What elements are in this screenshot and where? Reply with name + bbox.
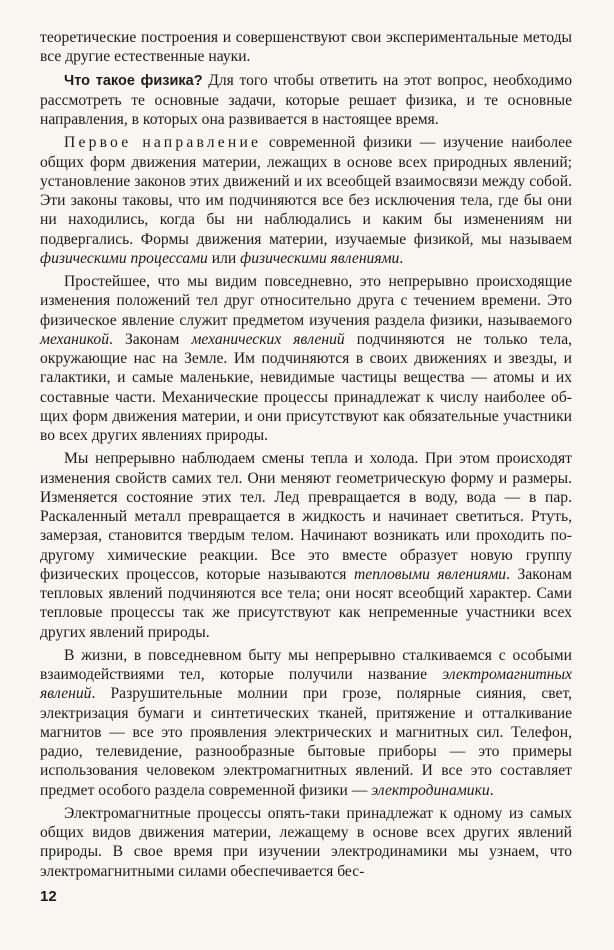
italic-term: электродинамики xyxy=(371,781,490,799)
paragraph-what-is-physics xyxy=(40,71,572,130)
paragraph-text: . xyxy=(399,249,404,267)
paragraph-text: современной физики — изучение наиболее общих форм движения материи, лежащих в основе всех природных явлений; установление законов этих движений и их всеобщей взаимосвязи между собой. Эти законы таковы, что им подчиняются все без исключения тела, где бы они ни находились, когда бы ни наблюдались и каким бы изменениям ни подвергались. Формы движения материи, изучаемые физикой, мы называем xyxy=(40,134,572,248)
page-body xyxy=(40,28,572,881)
paragraph-text: Электромагнитные процессы опять-таки принадлежат к одному из самых общих видов движения материи, лежащему в основе всех других явлений природы. В свое время при изучении электродинамики мы узнаем, что электромагнитными силами обеспечивается бес- xyxy=(40,804,572,880)
spaced-emphasis: Первое направление xyxy=(64,134,262,152)
italic-term: физическими процессами xyxy=(40,249,208,267)
paragraph-text: Простейшее, что мы видим повседневно, это непрерывно происходящие изменения положений тел друг относительно друга с течением времени. Это физическое явление служит предметом изучения раздела физики, называемого xyxy=(40,273,572,329)
paragraph-electromagnetic xyxy=(40,646,572,800)
paragraph-text: Для того чтобы ответить на этот вопрос, необходимо рассмотреть те основные задачи, которые решает физика, и те основные направления, в которых она развивается в настоящее время. xyxy=(40,71,572,128)
paragraph-text: подчиняются не только тела, окружающие нас на Земле. Им подчиняются в своих движениях и звезды, и галактики, и самые маленькие, невидимые частицы вещества — атомы и их составные части. Механические процессы принадлежат к числу наиболее общих форм движения материи, и они присутствуют как обязательные участники во всех других явлениях природы. xyxy=(40,330,573,444)
run-in-heading: Что такое физика? xyxy=(64,72,203,89)
page-number: 12 xyxy=(40,888,57,905)
paragraph-first-direction xyxy=(40,133,572,268)
italic-term: механикой xyxy=(40,330,110,348)
paragraph-text: . Законам xyxy=(109,330,192,348)
paragraph-text: теоретические построения и совершенствуют свои экспериментальные методы все другие естественные науки. xyxy=(40,29,572,66)
italic-term: тепловыми явлениями xyxy=(354,565,507,583)
italic-term: электромагнитных явлений xyxy=(40,666,572,703)
paragraph-mechanics xyxy=(40,272,572,445)
paragraph-continuation xyxy=(40,28,572,67)
paragraph-text: . Законам тепловых явлений подчиняются все тела; они носят всеобщий характер. Сами тепловые процессы так же присутствуют как непременные участники всех других явлений природы. xyxy=(40,565,573,641)
paragraph-text: . Разрушительные молнии при грозе, полярные сияния, свет, электризация бумаги и синтетических тканей, притяжение и отталкивание магнитов — все это проявления электрических и магнитных сил. Телефон, радио, телевидение, разнообразные бытовые приборы — это примеры использования человеком электромагнитных явлений. И все это составляет предмет особого раздела современной физики — xyxy=(40,685,572,799)
paragraph-text: В жизни, в повседневном быту мы непрерывно сталкиваемся с особыми взаимодействиями тел, которые получили название xyxy=(40,646,572,683)
paragraph-text: . xyxy=(489,781,494,799)
italic-term: механических явлений xyxy=(191,330,345,348)
paragraph-text: или xyxy=(207,249,241,267)
paragraph-thermal xyxy=(40,449,572,642)
italic-term: физическими явлениями xyxy=(240,249,400,267)
paragraph-text: Мы непрерывно наблюдаем смены тепла и холода. При этом происходят изменения свойств самих тел. Они меняют геометрическую форму и размеры. Изменяется состояние этих тел. Лед превращается в воду, вода — в пар. Раскаленный металл превращается в жидкость и начинает светиться. Ртуть, замерзая, становится твердым телом. Начинают возникать или проходить по-другому химические реакции. Все это вместе образует новую группу физических процессов, которые называются xyxy=(40,450,572,583)
paragraph-electrodynamics xyxy=(40,804,572,881)
